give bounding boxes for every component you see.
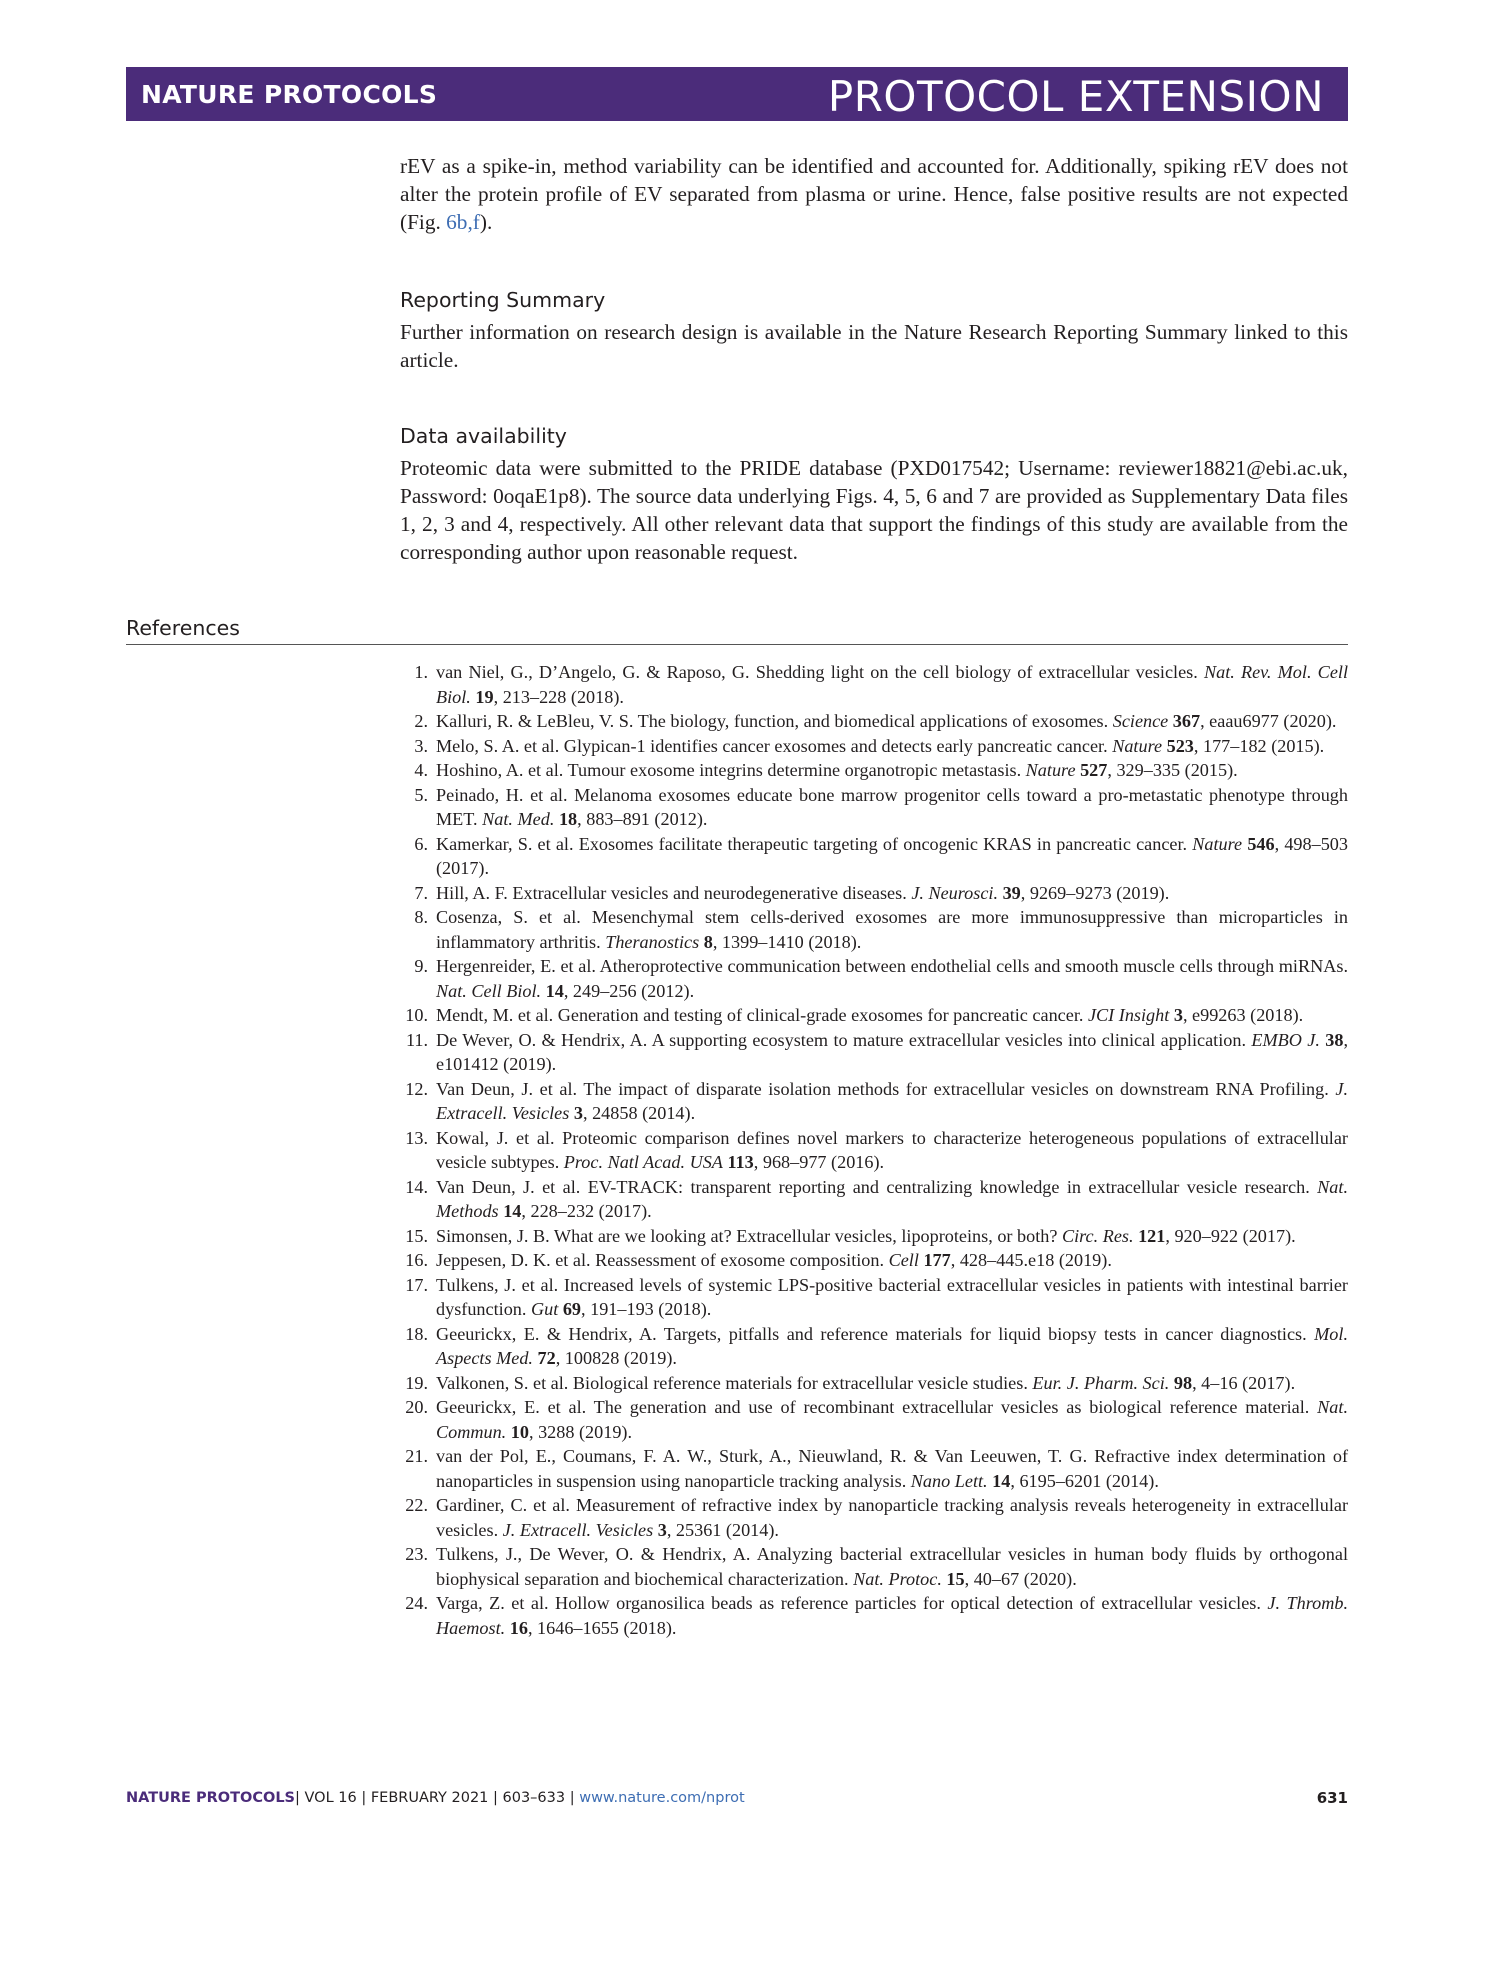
reference-text: Cosenza, S. et al. Mesenchymal stem cells-derived exosomes are more immunosuppressive than microparticles in inflammatory arthritis. xyxy=(436,907,1348,952)
reference-number: 10. xyxy=(405,1005,428,1025)
reference-pages: , e101412 (2019). xyxy=(436,1029,1349,1074)
reference-journal: Nature xyxy=(1025,760,1076,780)
reference-number: 17. xyxy=(405,1274,428,1295)
reference-volume: 367 xyxy=(1172,711,1201,731)
reporting-summary-heading: Reporting Summary xyxy=(400,288,606,312)
reference-volume: 69 xyxy=(562,1299,581,1319)
reference-number: 11. xyxy=(405,1029,428,1050)
reference-text: Kowal, J. et al. Proteomic comparison defines novel markers to characterize heterogeneous populations of extracellular vesicle subtypes. xyxy=(436,1127,1348,1172)
page-header xyxy=(126,67,1348,121)
reference-pages: , 4–16 (2017). xyxy=(1192,1372,1296,1393)
reference-number: 13. xyxy=(405,1127,428,1148)
reference-number: 1. xyxy=(414,662,428,682)
reference-volume: 18 xyxy=(558,809,578,829)
reference-journal: JCI Insight xyxy=(1087,1005,1170,1025)
reporting-summary-text: Further information on research design is available in the Nature Research Reporting Summary linked to this article. xyxy=(400,320,1348,372)
reference-text: Mendt, M. et al. Generation and testing of clinical-grade exosomes for pancreatic cancer. xyxy=(436,1005,1088,1025)
reference-journal: Nature xyxy=(1112,735,1163,756)
reference-number: 16. xyxy=(405,1250,428,1270)
intro-text: rEV as a spike-in, method variability can be identified and accounted for. Additionally, spiking rEV does not alter the protein profile of EV separated from plasma or urine. Hence, false positive results are not expected (Fig. xyxy=(400,154,1348,234)
reference-pages: , 968–977 (2016). xyxy=(753,1152,885,1172)
page-footer xyxy=(126,1790,745,1806)
section-label: PROTOCOL EXTENSION xyxy=(827,72,1324,121)
reference-number: 20. xyxy=(405,1397,428,1417)
page-number: 631 xyxy=(1316,1789,1348,1807)
reference-journal: J. Extracell. Vesicles xyxy=(436,1078,1348,1123)
reference-pages: , 329–335 (2015). xyxy=(1107,760,1238,780)
reference-item xyxy=(400,832,1348,881)
reference-text: Van Deun, J. et al. The impact of disparate isolation methods for extracellular vesicles on downstream RNA Profiling. xyxy=(436,1078,1336,1099)
reference-volume: 14 xyxy=(503,1201,522,1221)
reference-item xyxy=(400,1542,1348,1591)
reference-pages: , 40–67 (2020). xyxy=(964,1568,1077,1589)
reference-item xyxy=(400,881,1348,906)
reference-volume: 3 xyxy=(657,1519,667,1540)
reference-text: Gardiner, C. et al. Measurement of refractive index by nanoparticle tracking analysis reveals heterogeneity in extracellular vesicles. xyxy=(436,1495,1348,1540)
reference-pages: , 25361 (2014). xyxy=(666,1519,779,1540)
reference-item xyxy=(400,734,1348,759)
reference-pages: , 100828 (2019). xyxy=(555,1348,677,1368)
reference-volume: 38 xyxy=(1325,1029,1344,1050)
reference-pages: , 883–891 (2012). xyxy=(577,809,708,829)
reference-journal: Nat. Methods xyxy=(436,1176,1348,1221)
reference-volume: 16 xyxy=(509,1617,528,1638)
reference-text: Simonsen, J. B. What are we looking at? Extracellular vesicles, lipoproteins, or both? xyxy=(436,1225,1062,1246)
reference-text: Van Deun, J. et al. EV-TRACK: transparent reporting and centralizing knowledge in extracellular vesicle research. xyxy=(436,1176,1318,1197)
reference-volume: 8 xyxy=(703,931,713,952)
reference-pages: , 24858 (2014). xyxy=(582,1103,696,1123)
reference-number: 12. xyxy=(405,1078,428,1099)
reference-journal: Mol. Aspects Med. xyxy=(436,1323,1348,1368)
reference-pages: , 191–193 (2018). xyxy=(581,1299,712,1319)
reference-pages: , 228–232 (2017). xyxy=(521,1201,652,1221)
reference-item xyxy=(400,905,1348,954)
reference-pages: , eaau6977 (2020). xyxy=(1200,711,1337,731)
reference-volume: 3 xyxy=(573,1103,583,1123)
reference-text: Tulkens, J. et al. Increased levels of systemic LPS-positive bacterial extracellular vesicles in patients with intestinal barrier dysfunction. xyxy=(436,1274,1348,1319)
reference-journal: Gut xyxy=(530,1299,559,1319)
reference-volume: 72 xyxy=(537,1348,556,1368)
reference-pages: , 428–445.e18 (2019). xyxy=(950,1250,1112,1270)
reference-volume: 14 xyxy=(992,1470,1011,1491)
intro-text-end: ). xyxy=(479,210,493,234)
reference-number: 19. xyxy=(405,1372,428,1393)
reference-pages: , 9269–9273 (2019). xyxy=(1020,882,1170,903)
reference-item xyxy=(400,1126,1348,1175)
reference-volume: 19 xyxy=(475,686,494,707)
reference-journal: Circ. Res. xyxy=(1061,1225,1134,1246)
reference-text: Kalluri, R. & LeBleu, V. S. The biology, function, and biomedical applications of exosomes. xyxy=(436,711,1113,731)
reference-journal: Nature xyxy=(1192,833,1243,854)
data-availability-heading: Data availability xyxy=(400,424,567,448)
reference-item xyxy=(400,783,1348,832)
journal-name: NATURE PROTOCOLS xyxy=(141,80,438,109)
reference-volume: 15 xyxy=(946,1568,965,1589)
reference-text: Geeurickx, E. et al. The generation and use of recombinant extracellular vesicles as biological reference material. xyxy=(436,1397,1318,1417)
reference-volume: 3 xyxy=(1173,1005,1183,1025)
reference-item xyxy=(400,1371,1348,1396)
reference-journal: J. Extracell. Vesicles xyxy=(502,1519,654,1540)
reference-journal: Nat. Cell Biol. xyxy=(436,980,542,1001)
reference-number: 18. xyxy=(405,1323,428,1344)
reference-pages: , 1646–1655 (2018). xyxy=(527,1617,677,1638)
reference-number: 8. xyxy=(414,907,428,927)
reference-item xyxy=(400,1444,1348,1493)
reference-item xyxy=(400,1273,1348,1322)
reference-item xyxy=(400,1493,1348,1542)
reference-volume: 546 xyxy=(1247,833,1275,854)
reference-pages: , 498–503 (2017). xyxy=(436,833,1348,878)
references-heading: References xyxy=(126,616,240,640)
reference-item xyxy=(400,1591,1348,1640)
reference-number: 4. xyxy=(414,760,428,780)
reference-pages: , 249–256 (2012). xyxy=(563,980,695,1001)
reference-text: van der Pol, E., Coumans, F. A. W., Sturk, A., Nieuwland, R. & Van Leeuwen, T. G. Refractive index determination of nanoparticles in suspension using nanoparticle tracking analysis. xyxy=(436,1446,1348,1491)
reference-journal: J. Thromb. Haemost. xyxy=(436,1593,1348,1638)
reference-item xyxy=(400,954,1348,1003)
reference-pages: , 177–182 (2015). xyxy=(1193,735,1325,756)
reference-volume: 39 xyxy=(1002,882,1021,903)
reference-pages: , 6195–6201 (2014). xyxy=(1010,1470,1159,1491)
reference-item xyxy=(400,1322,1348,1371)
reference-number: 14. xyxy=(405,1176,428,1197)
reference-journal: Eur. J. Pharm. Sci. xyxy=(1032,1372,1170,1393)
reference-item xyxy=(400,1028,1348,1077)
reference-volume: 121 xyxy=(1138,1225,1166,1246)
reference-pages: , 1399–1410 (2018). xyxy=(712,931,862,952)
reference-pages: , 213–228 (2018). xyxy=(493,686,624,707)
reference-text: Kamerkar, S. et al. Exosomes facilitate therapeutic targeting of oncogenic KRAS in pancreatic cancer. xyxy=(436,833,1193,854)
reference-item xyxy=(400,758,1348,783)
reference-volume: 527 xyxy=(1080,760,1108,780)
reference-number: 6. xyxy=(414,833,428,854)
reference-volume: 523 xyxy=(1166,735,1194,756)
reference-text: De Wever, O. & Hendrix, A. A supporting ecosystem to mature extracellular vesicles into clinical application. xyxy=(436,1029,1252,1050)
reference-journal: Nano Lett. xyxy=(910,1470,988,1491)
reference-item xyxy=(400,1003,1348,1028)
reference-journal: J. Neurosci. xyxy=(911,882,999,903)
reference-pages: , 3288 (2019). xyxy=(528,1421,633,1442)
reference-item xyxy=(400,660,1348,709)
footer-journal: NATURE PROTOCOLS xyxy=(126,1790,296,1806)
reference-number: 23. xyxy=(405,1544,428,1564)
reference-number: 5. xyxy=(414,784,428,805)
reference-volume: 14 xyxy=(545,980,564,1001)
reference-number: 15. xyxy=(405,1225,428,1246)
reference-number: 3. xyxy=(414,735,428,756)
reference-text: van Niel, G., D’Angelo, G. & Raposo, G. Shedding light on the cell biology of extracellular vesicles. xyxy=(436,662,1204,682)
footer-url-link[interactable]: www.nature.com/nprot xyxy=(579,1790,745,1806)
reference-number: 7. xyxy=(414,882,428,903)
reference-number: 9. xyxy=(414,956,428,976)
reference-journal: Nat. Rev. Mol. Cell Biol. xyxy=(436,662,1348,707)
reference-text: Geeurickx, E. & Hendrix, A. Targets, pitfalls and reference materials for liquid biopsy tests in cancer diagnostics. xyxy=(436,1323,1315,1344)
reference-number: 21. xyxy=(405,1446,428,1466)
reference-item xyxy=(400,1395,1348,1444)
reference-text: Hill, A. F. Extracellular vesicles and neurodegenerative diseases. xyxy=(436,882,912,903)
reference-journal: Cell xyxy=(888,1250,919,1270)
reference-item xyxy=(400,1077,1348,1126)
reference-journal: Proc. Natl Acad. USA xyxy=(563,1152,723,1172)
data-availability-text: Proteomic data were submitted to the PRIDE database (PXD017542; Username: reviewer18821@ebi.ac.uk, Password: 0oqaE1p8). The source data underlying Figs. 4, 5, 6 and 7 are provided as Supplementary Data files 1, 2, 3 and 4, respectively. All other relevant data that support the findings of this study are available from the corresponding author upon reasonable request. xyxy=(400,456,1348,564)
reference-volume: 98 xyxy=(1173,1372,1193,1393)
reference-volume: 177 xyxy=(923,1250,951,1270)
footer-details: | VOL 16 | FEBRUARY 2021 | 603–633 | xyxy=(295,1790,580,1806)
reference-journal: Science xyxy=(1112,711,1169,731)
reference-text: Hergenreider, E. et al. Atheroprotective communication between endothelial cells and smooth muscle cells through miRNAs. xyxy=(436,956,1348,976)
reference-item xyxy=(400,1175,1348,1224)
reference-number: 24. xyxy=(405,1593,428,1613)
intro-paragraph xyxy=(400,152,1348,236)
references-list xyxy=(400,660,1348,1640)
reference-text: Varga, Z. et al. Hollow organosilica beads as reference particles for optical detection of extracellular vesicles. xyxy=(436,1593,1268,1613)
references-divider xyxy=(126,644,1348,645)
reference-item xyxy=(400,1224,1348,1249)
reference-volume: 113 xyxy=(727,1152,754,1172)
reference-text: Tulkens, J., De Wever, O. & Hendrix, A. Analyzing bacterial extracellular vesicles in human body fluids by orthogonal biophysical separation and biochemical characterization. xyxy=(436,1544,1348,1589)
reference-text: Hoshino, A. et al. Tumour exosome integrins determine organotropic metastasis. xyxy=(436,760,1026,780)
reference-text: Melo, S. A. et al. Glypican-1 identifies cancer exosomes and detects early pancreatic cancer. xyxy=(436,735,1113,756)
reference-journal: Nat. Protoc. xyxy=(853,1568,942,1589)
reference-pages: , e99263 (2018). xyxy=(1182,1005,1304,1025)
reference-text: Jeppesen, D. K. et al. Reassessment of exosome composition. xyxy=(436,1250,889,1270)
reference-pages: , 920–922 (2017). xyxy=(1165,1225,1296,1246)
figure-link[interactable]: 6b,f xyxy=(446,210,480,234)
reference-number: 22. xyxy=(405,1495,428,1515)
reference-item xyxy=(400,1248,1348,1273)
reference-text: Peinado, H. et al. Melanoma exosomes educate bone marrow progenitor cells toward a pro-metastatic phenotype through MET. xyxy=(436,784,1348,829)
reference-journal: EMBO J. xyxy=(1251,1029,1320,1050)
reference-journal: Theranostics xyxy=(605,931,700,952)
reference-text: Valkonen, S. et al. Biological reference materials for extracellular vesicle studies. xyxy=(436,1372,1033,1393)
reference-item xyxy=(400,709,1348,734)
reference-volume: 10 xyxy=(510,1421,529,1442)
reference-journal: Nat. Med. xyxy=(482,809,555,829)
reference-journal: Nat. Commun. xyxy=(436,1397,1348,1442)
reference-number: 2. xyxy=(414,711,428,731)
